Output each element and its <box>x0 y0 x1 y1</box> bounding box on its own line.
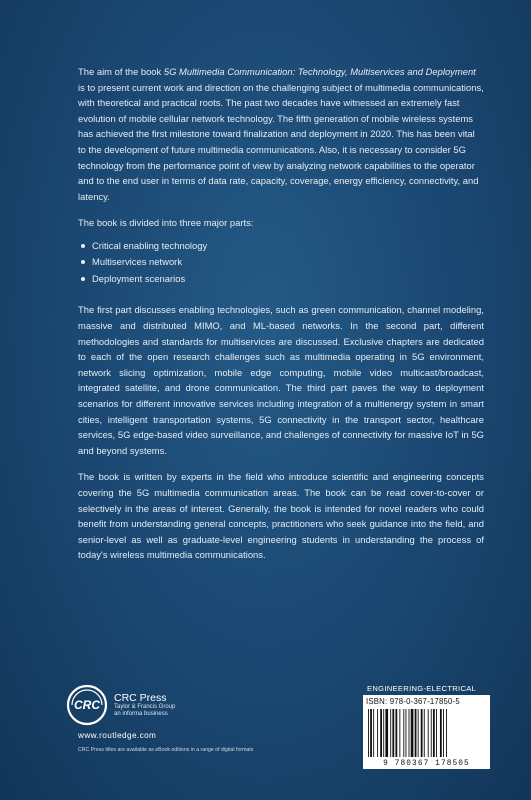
barcode-bar <box>403 709 404 757</box>
barcode-bar <box>443 709 444 757</box>
paragraph-parts-detail: The first part discusses enabling technologies, such as green communication, channel modeling, massive and distributed MIMO, and ML-based networks. In the second part, different methodologies and standards for multiservices are discussed. Exclusive chapters are dedicated to each of the open research challenges such as multimedia operating in 5G environment, network slicing optimization, mobile edge computing, mobile video multicast/broadcast, integrated satellite, and drone communication. The third part paves the way to deployment scenarios for different innovative services including integration of a multienergy system in smart cities, intelligent transportation systems, 5G connectivity in the transport sector, healthcare services, 5G edge-based video surveillance, and challenges of connectivity for massive IoT in 5G and beyond systems. <box>78 304 484 456</box>
list-item: Deployment scenarios <box>78 271 484 288</box>
barcode-bar <box>383 709 384 757</box>
barcode-number: 9 780367 178505 <box>363 760 490 768</box>
footer <box>66 684 492 794</box>
barcode-bar <box>373 709 374 757</box>
barcode-bar <box>385 709 388 757</box>
barcode-bar <box>368 709 369 757</box>
barcode-bar <box>409 709 410 757</box>
ebook-note: CRC Press titles are available as eBook editions in a range of digital formats <box>78 747 254 753</box>
crc-logo-text: CRC <box>74 698 100 712</box>
barcode-bar <box>433 709 435 757</box>
publisher-group: Taylor & Francis Group <box>114 703 176 710</box>
barcode-bar <box>446 709 447 757</box>
barcode-bar <box>431 709 432 757</box>
description-text <box>78 64 484 574</box>
book-title: 5G Multimedia Communication: Technology, Multiservices and Deployment <box>163 66 476 77</box>
barcode-bar <box>415 709 417 757</box>
barcode-bar <box>424 709 425 757</box>
publisher-text <box>114 692 175 719</box>
barcode-bar <box>390 709 391 757</box>
barcode-bar <box>380 709 382 757</box>
parts-intro: The book is divided into three major parts: <box>78 217 254 229</box>
barcode-bar <box>428 709 429 757</box>
barcode-image <box>366 709 487 757</box>
isbn-label: ISBN: 978-0-367-17850-5 <box>366 697 460 706</box>
intro-paragraph <box>78 64 484 204</box>
subject-category: ENGINEERING-ELECTRICAL <box>367 684 477 693</box>
barcode-bar <box>421 709 423 757</box>
barcode-bar <box>399 709 400 757</box>
barcode-bar <box>392 709 394 757</box>
crc-logo-icon <box>66 684 108 726</box>
publisher-logo <box>66 684 175 726</box>
barcode-bar <box>370 709 372 757</box>
website-link[interactable]: www.routledge.com <box>78 731 157 740</box>
publisher-name: CRC Press <box>114 691 167 704</box>
intro-text-end: is to present current work and direction on the challenging subject of multimedia communications, with theoretical and practical roots. The past two decades have witnessed an extremely fast evolution of mobile cellular network technology. The fifth generation of mobile wireless systems has achieved the first milestone toward finalization and deployment in 2020. This has been vital to the development of future multimedia communications. Also, it is necessary to consider 5G technology from the performance point of view by analyzing network capabilities to the operator and to the end user in terms of data rate, capacity, coverage, energy efficiency, connectivity, and latency. <box>78 81 484 202</box>
intro-text-start: The aim of the book <box>78 66 164 77</box>
publisher-business: an informa business <box>114 711 168 717</box>
barcode-bar <box>418 709 419 757</box>
paragraph-audience: The book is written by experts in the field who introduce scientific and engineering concepts covering the 5G multimedia communication areas. The book can be read cover-to-cover or selectively in the areas of interest. Generally, the book is intended for novel readers who could benefit from understanding general concepts, practitioners who seek guidance into the field, and senior-level as well as graduate-level engineering students in understanding the process of today's wireless multimedia communications. <box>78 471 484 561</box>
barcode-bar <box>406 709 407 757</box>
parts-list <box>78 238 484 288</box>
list-item: Critical enabling technology <box>78 238 484 255</box>
barcode-bar <box>436 709 437 757</box>
barcode-box <box>363 695 490 769</box>
barcode-bar <box>377 709 378 757</box>
list-item: Multiservices network <box>78 254 484 271</box>
barcode-bar <box>395 709 397 757</box>
barcode-bar <box>411 709 414 757</box>
barcode-bar <box>440 709 442 757</box>
